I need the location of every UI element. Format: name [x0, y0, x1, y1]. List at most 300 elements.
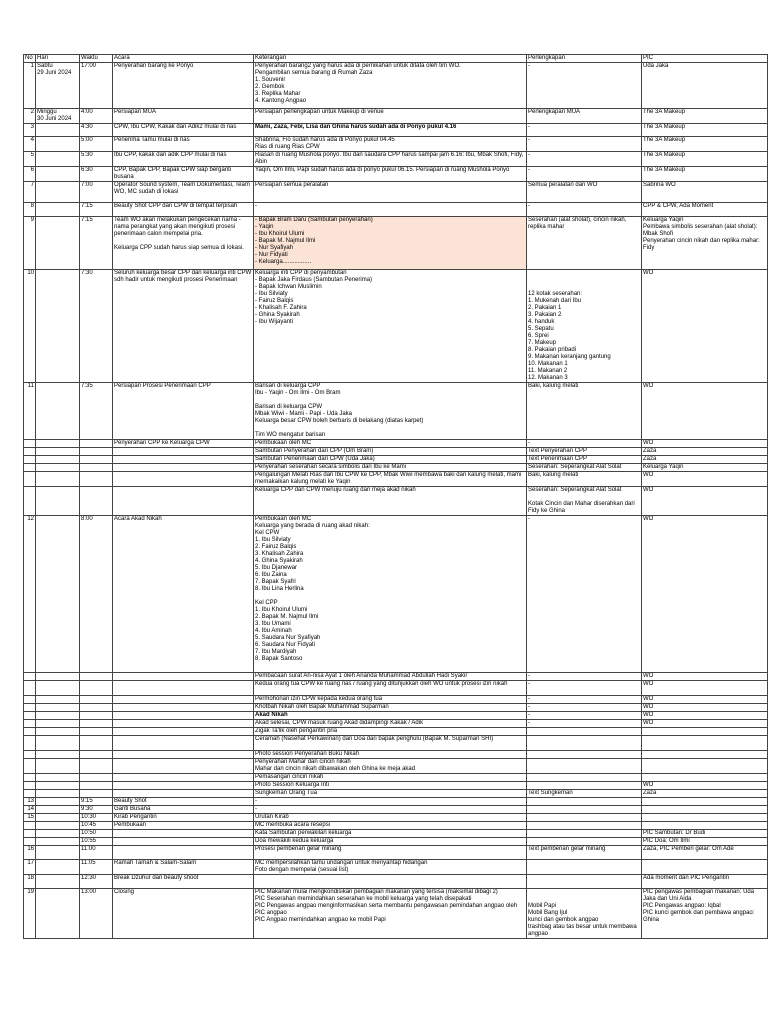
cell-no: 6 [24, 167, 36, 182]
cell-keterangan: Urutan Kirab [254, 814, 527, 822]
cell-perlengkapan: Seserahan: Seperangkat Alat Solat Kotak Cincin dan Mahar diserahkan dari Fidy ke Ghina [527, 487, 642, 516]
cell-keterangan: Zigak Ta'lik oleh pengantin pria [254, 728, 527, 736]
cell-perlengkapan: Baki, kalung melati [527, 472, 642, 487]
cell-waktu [80, 464, 113, 472]
cell-perlengkapan: Text Sungkeman [527, 790, 642, 798]
cell-perlengkapan [527, 728, 642, 736]
cell-acara [113, 696, 254, 704]
cell-pic: PIC Sambutan: Dr Budi [642, 830, 768, 838]
table-row [24, 759, 768, 774]
cell-keterangan: Yaqin, Om Ilmi, Papi sudah harus ada di ponyo pukul 06.15. Persiapan di ruang Mushola Ponyo [254, 167, 527, 182]
cell-waktu: 10:45 [80, 822, 113, 830]
cell-waktu [80, 456, 113, 464]
cell-acara [113, 838, 254, 846]
cell-perlengkapan: Perlengkapan MUA [527, 109, 642, 124]
cell-keterangan: Penyerahan seserahan secara simbolis dari Ibu ke Mami [254, 464, 527, 472]
table-row [24, 860, 768, 875]
cell-keterangan: Sungkeman Orang Tua [254, 790, 527, 798]
cell-perlengkapan: Baki, kalung melati [527, 383, 642, 440]
cell-waktu [80, 712, 113, 720]
cell-pic: WO [642, 673, 768, 681]
table-row [24, 464, 768, 472]
cell-pic [642, 860, 768, 875]
cell-acara: Beauty Shot [113, 798, 254, 806]
cell-waktu [80, 774, 113, 782]
table-row [24, 167, 768, 182]
cell-hari [36, 860, 80, 875]
cell-keterangan: Penyerahan barang2 yang harus ada di pernikahan untuk ditata oleh tim WO. Pengambilan semua barang di Rumah Zaza 1. Souvenir 2. Gembok 3. Replika Mahar 4. Kantong Angpao [254, 63, 527, 109]
table-row [24, 774, 768, 782]
table-row [24, 203, 768, 217]
cell-pic: Zaza [642, 790, 768, 798]
table-row [24, 448, 768, 456]
cell-keterangan: Pembukaan oleh MC [254, 440, 527, 448]
cell-perlengkapan [527, 860, 642, 875]
cell-no [24, 782, 36, 790]
cell-pic: The 3A Makeup [642, 167, 768, 182]
cell-no [24, 830, 36, 838]
cell-acara: Pembukaan [113, 822, 254, 830]
cell-pic [642, 759, 768, 774]
cell-no [24, 448, 36, 456]
cell-acara: Closing [113, 889, 254, 939]
cell-no: 8 [24, 203, 36, 217]
cell-perlengkapan: - [527, 203, 642, 217]
cell-acara: Penyerahan CPP ke Keluarga CPW [113, 440, 254, 448]
cell-no: 5 [24, 152, 36, 167]
cell-no: 1 [24, 63, 36, 109]
cell-hari [36, 516, 80, 673]
cell-pic: The 3A Makeup [642, 109, 768, 124]
header-keterangan: Keterangan [254, 55, 527, 63]
cell-no [24, 440, 36, 448]
table-row [24, 270, 768, 383]
cell-no [24, 720, 36, 728]
cell-acara [113, 487, 254, 516]
cell-pic [642, 736, 768, 751]
cell-hari [36, 830, 80, 838]
cell-keterangan: PIC Makanan mulai mengkondisikan pembagian makanan yang tersisa (maksimal dibagi 2) PIC Seserahan memindahkan seserahan ke mobil keluarga yang telah disepakati PIC Pengawas angpao menginformasikan serta membantu pengawasan pemindahan angpao oleh PIC angpao PIC Angpao memindahkan angpao ke mobil Papi [254, 889, 527, 939]
cell-perlengkapan [527, 830, 642, 838]
cell-keterangan: Keluarga CPP dan CPW menuju ruang dan meja akad nikah [254, 487, 527, 516]
cell-pic: Zaza [642, 448, 768, 456]
cell-no [24, 790, 36, 798]
cell-waktu: 11:05 [80, 860, 113, 875]
cell-perlengkapan [527, 838, 642, 846]
cell-keterangan: MC mempersilahkan tamu undangan untuk menyantap hidangan Foto dengan mempelai (sesuai list) [254, 860, 527, 875]
cell-waktu: 7:00 [80, 182, 113, 203]
header-waktu: Waktu [80, 55, 113, 63]
cell-waktu [80, 728, 113, 736]
cell-no: 14 [24, 806, 36, 814]
cell-no [24, 487, 36, 516]
table-row [24, 63, 768, 109]
cell-waktu: 10:55 [80, 838, 113, 846]
table-row [24, 109, 768, 124]
cell-perlengkapan: - [527, 720, 642, 728]
cell-pic: Zaza, PIC Pemberi gelar: Om Ade [642, 846, 768, 860]
cell-pic: WO [642, 472, 768, 487]
cell-waktu: 8:00 [80, 516, 113, 673]
header-pic: PIC [642, 55, 768, 63]
cell-acara [113, 790, 254, 798]
table-row [24, 822, 768, 830]
cell-perlengkapan: - [527, 696, 642, 704]
cell-pic: Zaza [642, 456, 768, 464]
cell-keterangan: Kedua orang tua CPW ke ruang rias / ruang yang ditunjukkan oleh WO untuk prosesi izin nikah [254, 681, 527, 696]
cell-perlengkapan: - [527, 681, 642, 696]
cell-acara [113, 846, 254, 860]
cell-pic: Keluarga Yaqin [642, 464, 768, 472]
table-row [24, 182, 768, 203]
cell-hari [36, 751, 80, 759]
cell-hari [36, 673, 80, 681]
cell-pic: The 3A Makeup [642, 152, 768, 167]
cell-no: 3 [24, 124, 36, 137]
cell-hari [36, 464, 80, 472]
cell-pic: WO [642, 782, 768, 790]
cell-no [24, 736, 36, 751]
cell-hari [36, 167, 80, 182]
cell-hari [36, 124, 80, 137]
cell-keterangan: Photo Session Keluarga Inti [254, 782, 527, 790]
cell-keterangan: Sambutan Penerimaan dari CPW (Uda Jaka) [254, 456, 527, 464]
table-row [24, 456, 768, 464]
cell-perlengkapan: - [527, 516, 642, 673]
cell-waktu: 11:00 [80, 846, 113, 860]
table-row [24, 751, 768, 759]
table-row [24, 137, 768, 152]
cell-waktu [80, 736, 113, 751]
table-row [24, 889, 768, 939]
cell-perlengkapan [527, 736, 642, 751]
cell-perlengkapan: - [527, 152, 642, 167]
cell-no: 4 [24, 137, 36, 152]
cell-hari [36, 790, 80, 798]
cell-waktu: 12:30 [80, 875, 113, 889]
cell-perlengkapan: - [527, 63, 642, 109]
cell-hari [36, 681, 80, 696]
cell-waktu [80, 704, 113, 712]
cell-keterangan: - [254, 798, 527, 806]
cell-no [24, 838, 36, 846]
cell-acara [113, 774, 254, 782]
cell-no: 12 [24, 516, 36, 673]
cell-acara: Penerima Tamu mulai di rias [113, 137, 254, 152]
table-row [24, 472, 768, 487]
cell-no: 9 [24, 217, 36, 270]
cell-perlengkapan: 12 kotak seserahan: 1. Mukenah dari Ibu 2. Pakaian 1 3. Pakaian 2 4. handuk 5. Sepatu 6. Sprei 7. Makeup 8. Pakaian pribadi 9. Makanan keranjang gantung 10. Makanan 1 11. Makanan 2 12. Makanan 3 [527, 270, 642, 383]
cell-acara [113, 830, 254, 838]
cell-pic [642, 774, 768, 782]
cell-no: 17 [24, 860, 36, 875]
cell-acara [113, 720, 254, 728]
table-row [24, 736, 768, 751]
cell-no [24, 472, 36, 487]
cell-hari [36, 712, 80, 720]
cell-no [24, 464, 36, 472]
cell-acara: Persiapan MUA [113, 109, 254, 124]
cell-hari [36, 203, 80, 217]
cell-keterangan: Keluarga inti CPP di penyambutan - Bapak Jaka Firdaus (Sambutan Penerima) - Bapak Ichwan Muslimin - Ibu Silviaty - Fairuz Balqis - Khalisah F. Zahira - Ghina Syakirah - Ibu Wijayanti [254, 270, 527, 383]
cell-perlengkapan: Mobil Papi Mobil Bang Ijul kunci dan gembok angpao trashbag atau tas besar untuk membawa angpao [527, 889, 642, 939]
cell-hari [36, 152, 80, 167]
cell-keterangan: Sambutan Penyerahan dari CPP (Om Bram) [254, 448, 527, 456]
cell-hari [36, 774, 80, 782]
header-perlengkapan: Perlengkapan [527, 55, 642, 63]
cell-no [24, 759, 36, 774]
cell-waktu: 13:00 [80, 889, 113, 939]
cell-perlengkapan [527, 759, 642, 774]
cell-pic: PIC Doa: Om Ilmi [642, 838, 768, 846]
cell-perlengkapan: Seserahan: Seperangkat Alat Solat [527, 464, 642, 472]
cell-acara [113, 728, 254, 736]
cell-acara: Acara Akad Nikah [113, 516, 254, 673]
cell-waktu [80, 782, 113, 790]
header-hari: Hari [36, 55, 80, 63]
cell-pic [642, 798, 768, 806]
cell-keterangan: Pemasangan cincin nikah [254, 774, 527, 782]
cell-pic: PIC pengawas pembagian makanan: Uda Jaka dan Uni Aida PIC Pengawas angpao: Iqbal PIC kunci gembok dan pembawa angpao: Ghina [642, 889, 768, 939]
cell-acara [113, 782, 254, 790]
cell-hari [36, 846, 80, 860]
cell-pic [642, 814, 768, 822]
cell-no: 13 [24, 798, 36, 806]
table-row [24, 383, 768, 440]
cell-waktu: 6:30 [80, 167, 113, 182]
table-row [24, 152, 768, 167]
cell-pic [642, 751, 768, 759]
cell-waktu: 7:30 [80, 270, 113, 383]
cell-waktu: 7:15 [80, 217, 113, 270]
cell-acara: Break Dzuhur dan beauty shoot [113, 875, 254, 889]
cell-keterangan: Permohonan izin CPW kepada kedua orang tua [254, 696, 527, 704]
table-row [24, 673, 768, 681]
cell-hari [36, 875, 80, 889]
cell-perlengkapan [527, 806, 642, 814]
cell-pic: WO [642, 383, 768, 440]
cell-keterangan: Ceramah (Nasehat Perkawinan) dan Doa dari bapak penghulu (Bapak M. Suparman SHI) [254, 736, 527, 751]
cell-pic: WO [642, 712, 768, 720]
cell-perlengkapan: Text Penerimaan CPP [527, 456, 642, 464]
cell-waktu [80, 487, 113, 516]
table-row [24, 487, 768, 516]
cell-hari [36, 838, 80, 846]
cell-perlengkapan [527, 774, 642, 782]
cell-no [24, 774, 36, 782]
cell-pic: The 3A Makeup [642, 137, 768, 152]
cell-hari [36, 137, 80, 152]
cell-no: 10 [24, 270, 36, 383]
table-row [24, 790, 768, 798]
cell-pic: WO [642, 270, 768, 383]
table-row [24, 830, 768, 838]
cell-perlengkapan: Text Penyerahan CPP [527, 448, 642, 456]
header-row [24, 55, 768, 63]
cell-keterangan: Akad selesai, CPW masuk ruang Akad didampingi Kakak / Adik [254, 720, 527, 728]
cell-hari [36, 704, 80, 712]
cell-keterangan: Pembukaan oleh MC Keluarga yang berada di ruang akad nikah: Kel CPW 1. Ibu Silviaty 2. Fairuz Balqis 3. Khalisah Zahira 4. Ghina Syakirah 5. Ibu Djanewar 6. Ibu Zaina 7. Bapak Syafri 8. Ibu Lina Herlina Kel CPP 1. Ibu Khoirul Ulumi 2. Bapak M. Najmul Ilmi 3. Ibu Umami 4. Ibu Aminah 5. Saudara Nur Syafiyah 6. Saudara Nur Fidyati 7. Ibu Mardiyah 8. Bapak Santoso [254, 516, 527, 673]
cell-perlengkapan: - [527, 167, 642, 182]
cell-keterangan: Pembacaan surat An-nisa Ayat 1 oleh Ananda Muhammad Abdullah Hadi Syakir [254, 673, 527, 681]
table-row [24, 217, 768, 270]
cell-keterangan: - [254, 203, 527, 217]
cell-no [24, 704, 36, 712]
cell-acara: Beauty Shot CPP dan CPW di tempat terpisah [113, 203, 254, 217]
cell-perlengkapan: - [527, 440, 642, 448]
cell-pic: Sabrina WO [642, 182, 768, 203]
cell-hari [36, 440, 80, 448]
cell-keterangan: Barisan di keluarga CPP Ibu - Yaqin - Om Ilmi - Om Bram Barisan di keluarga CPW Mbak Wiwi - Mami - Papi - Uda Jaka Keluarga besar CPW boleh berbaris di belakang (diatas karpet) Tim WO mengatur barisan [254, 383, 527, 440]
cell-perlengkapan: - [527, 704, 642, 712]
cell-acara: Penyerahan barang ke Ponyo [113, 63, 254, 109]
cell-waktu: 5:00 [80, 137, 113, 152]
cell-keterangan: - [254, 806, 527, 814]
cell-keterangan: Mami, Zaza, Febi, Lisa dan Ghina harus sudah ada di Ponyo pukul 4.16 [254, 124, 527, 137]
cell-no [24, 696, 36, 704]
cell-acara [113, 673, 254, 681]
cell-keterangan: Riasan di ruang Mushola ponyo. Ibu dan saudara CPP harus sampai jam 6.16: Ibu, Mbak Shofi, Fidy, Abin [254, 152, 527, 167]
table-row [24, 875, 768, 889]
cell-keterangan: Shabrina, Fio sudah harus ada di Ponyo pukul 04.45 Rias di ruang Rias CPW [254, 137, 527, 152]
cell-no: 15 [24, 814, 36, 822]
cell-pic [642, 728, 768, 736]
cell-waktu [80, 759, 113, 774]
cell-acara [113, 704, 254, 712]
cell-keterangan: Akad Nikah [254, 712, 527, 720]
table-row [24, 798, 768, 806]
cell-no [24, 728, 36, 736]
cell-pic: WO [642, 696, 768, 704]
cell-waktu: 4:00 [80, 109, 113, 124]
cell-pic: Keluarga Yaqin Pembawa simbolis seserahan (alat sholat): Mbak Shofi Penyerahan cincin nikah dan replika mahar: Fidy [642, 217, 768, 270]
cell-keterangan: Persiapan perlengkapan untuk Makeup di venue [254, 109, 527, 124]
table-row [24, 712, 768, 720]
cell-pic [642, 806, 768, 814]
cell-keterangan: Penyerahan Mahar dan cincin nikah Mahar dan cincin nikah dibawakan oleh Ghina ke meja akad [254, 759, 527, 774]
table-row [24, 782, 768, 790]
cell-hari [36, 472, 80, 487]
cell-hari [36, 217, 80, 270]
cell-waktu [80, 448, 113, 456]
cell-no [24, 751, 36, 759]
cell-no: 19 [24, 889, 36, 939]
cell-perlengkapan: - [527, 673, 642, 681]
cell-pic: WO [642, 681, 768, 696]
cell-keterangan: Kata Sambutan perwakilan keluarga [254, 830, 527, 838]
cell-waktu: 10:50 [80, 830, 113, 838]
cell-acara [113, 712, 254, 720]
cell-hari [36, 782, 80, 790]
table-row [24, 846, 768, 860]
cell-perlengkapan [527, 875, 642, 889]
cell-pic: WO [642, 487, 768, 516]
header-acara: Acara [113, 55, 254, 63]
cell-waktu: 4:30 [80, 124, 113, 137]
cell-keterangan: Photo session Penyerahan Buku Nikah [254, 751, 527, 759]
cell-no [24, 712, 36, 720]
cell-perlengkapan: Text pemberian gelar minang [527, 846, 642, 860]
cell-perlengkapan [527, 798, 642, 806]
table-row [24, 814, 768, 822]
cell-no [24, 681, 36, 696]
cell-keterangan: Prosesi pemberian gelar minang [254, 846, 527, 860]
table-row [24, 728, 768, 736]
table-row [24, 838, 768, 846]
cell-waktu: 17:00 [80, 63, 113, 109]
cell-no: 7 [24, 182, 36, 203]
cell-waktu [80, 751, 113, 759]
table-row [24, 516, 768, 673]
cell-acara [113, 456, 254, 464]
cell-keterangan: MC membuka acara resepsi [254, 822, 527, 830]
cell-acara: Persiapan Prosesi Penerimaan CPP [113, 383, 254, 440]
cell-acara: Kirab Pengantin [113, 814, 254, 822]
cell-waktu [80, 696, 113, 704]
cell-acara: CPP, Bapak CPP, Bapak CPW siap berganti busana [113, 167, 254, 182]
cell-keterangan: - Bapak Bram Daru (Sambutan penyerahan) - Yaqin - Ibu Khoirul Ulumi - Bapak M. Najmul Ilmi - Nur Syafiyah - Nur Fidyati - Keluarga................. [254, 217, 527, 270]
cell-hari [36, 448, 80, 456]
table-row [24, 696, 768, 704]
cell-waktu: 9:15 [80, 798, 113, 806]
cell-pic: CPP & CPW, Ada Moment [642, 203, 768, 217]
cell-pic: Uda Jaka [642, 63, 768, 109]
cell-hari [36, 270, 80, 383]
cell-pic [642, 822, 768, 830]
cell-waktu: 7:35 [80, 383, 113, 440]
cell-hari [36, 759, 80, 774]
cell-hari [36, 728, 80, 736]
cell-hari [36, 736, 80, 751]
cell-hari [36, 383, 80, 440]
cell-hari [36, 720, 80, 728]
cell-acara: Operator Sound system, Team Dokumentasi, Team WO, MC sudah di lokasi [113, 182, 254, 203]
cell-no: 11 [24, 383, 36, 440]
cell-perlengkapan: - [527, 712, 642, 720]
cell-waktu [80, 673, 113, 681]
table-row [24, 704, 768, 712]
cell-perlengkapan: Seserahan (alat sholat), cincin nikah, replika mahar [527, 217, 642, 270]
rundown-table [23, 54, 768, 939]
cell-hari [36, 182, 80, 203]
cell-acara: CPW, Ibu CPW, Kakak dan Adik2 mulai di rias [113, 124, 254, 137]
cell-pic: WO [642, 720, 768, 728]
table-row [24, 440, 768, 448]
cell-waktu [80, 681, 113, 696]
cell-hari [36, 696, 80, 704]
cell-hari [36, 822, 80, 830]
cell-keterangan: Doa mewakili kedua keluarga [254, 838, 527, 846]
cell-acara: Ibu CPP, kakak dan adik CPP mulai di rias [113, 152, 254, 167]
cell-acara: Ganti Busana [113, 806, 254, 814]
cell-hari [36, 814, 80, 822]
cell-hari [36, 798, 80, 806]
cell-waktu: 5:30 [80, 152, 113, 167]
cell-waktu [80, 440, 113, 448]
cell-acara [113, 751, 254, 759]
cell-hari [36, 889, 80, 939]
cell-keterangan: Pengalungan Melati Rias dari Ibu CPW ke CPP, Mbak Wiwi membawa baki dan kalung melati, mami memakaikan kalung melati ke Yaqin [254, 472, 527, 487]
cell-pic: WO [642, 516, 768, 673]
cell-no [24, 456, 36, 464]
cell-acara [113, 448, 254, 456]
cell-waktu: 7:15 [80, 203, 113, 217]
cell-acara [113, 759, 254, 774]
cell-hari: Minggu 30 Juni 2024 [36, 109, 80, 124]
cell-hari [36, 456, 80, 464]
cell-perlengkapan: Semua peralatan dari WO [527, 182, 642, 203]
cell-no: 2 [24, 109, 36, 124]
